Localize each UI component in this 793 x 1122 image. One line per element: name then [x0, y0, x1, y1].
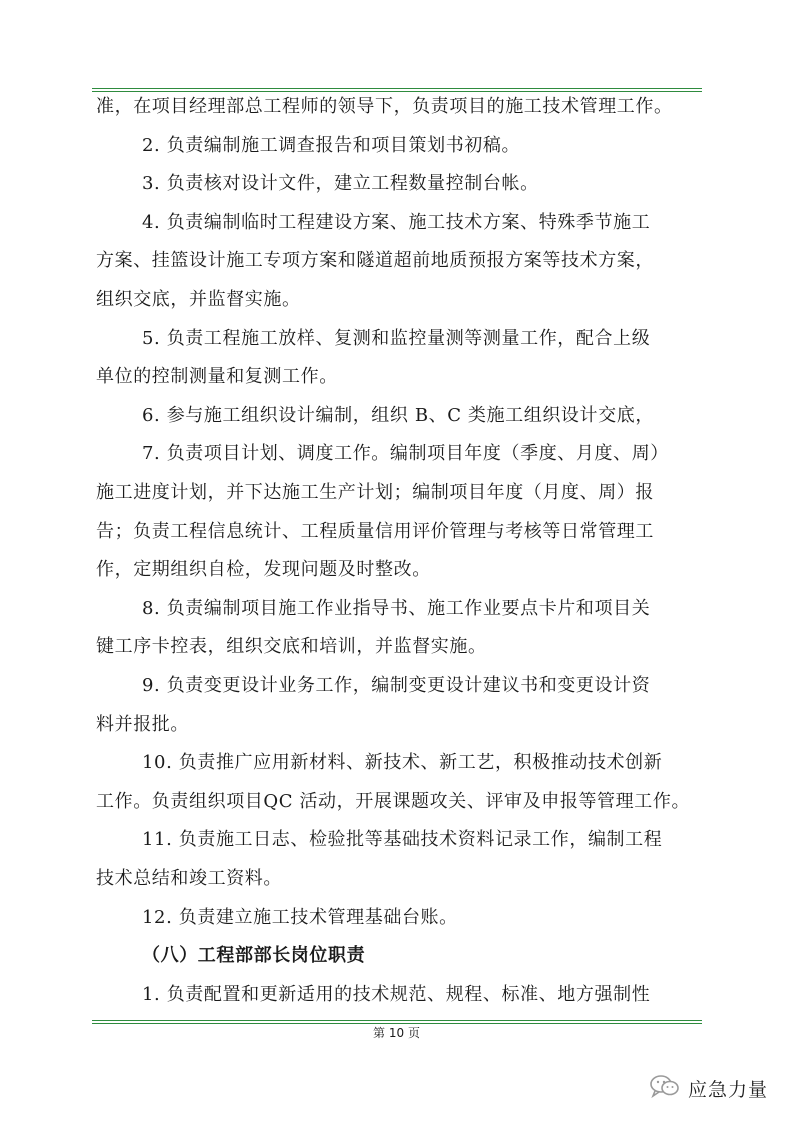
text-line: 键工序卡控表，组织交底和培训，并监督实施。	[96, 636, 487, 658]
text-line: 10. 负责推广应用新材料、新技术、新工艺，积极推动技术创新	[142, 752, 663, 774]
text-line: 9. 负责变更设计业务工作，编制变更设计建议书和变更设计资	[142, 675, 651, 696]
footer-rule-inner	[92, 1023, 702, 1024]
text-line: 单位的控制测量和复测工作。	[96, 366, 338, 388]
text-line: 告；负责工程信息统计、工程质量信用评价管理与考核等日常管理工	[96, 520, 654, 542]
text-line: 技术总结和竣工资料。	[96, 868, 282, 889]
text-line: 6. 参与施工组织设计编制，组织 B、C 类施工组织设计交底，	[142, 404, 654, 426]
text-line: 方案、挂篮设计施工专项方案和隧道超前地质预报方案等技术方案，	[96, 250, 654, 272]
text-line: 8. 负责编制项目施工作业指导书、施工作业要点卡片和项目关	[142, 597, 651, 619]
footer-rule	[92, 1020, 702, 1021]
text-line: 12. 负责建立施工技术管理基础台账。	[142, 906, 458, 928]
watermark	[648, 1070, 768, 1106]
text-line: 5. 负责工程施工放样、复测和监控量测等测量工作，配合上级	[142, 327, 651, 349]
text-line: 2. 负责编制施工调查报告和项目策划书初稿。	[142, 134, 521, 156]
page-number: 第 10 页	[373, 1026, 420, 1040]
text-line: 7. 负责项目计划、调度工作。编制项目年度（季度、月度、周）	[142, 443, 669, 465]
text-line: 作，定期组织自检，发现问题及时整改。	[96, 559, 431, 581]
section-heading: （八）工程部部长岗位职责	[142, 945, 366, 967]
watermark-text: 应急力量	[688, 1078, 769, 1101]
text-line: 11. 负责施工日志、检验批等基础技术资料记录工作，编制工程	[142, 829, 663, 851]
text-line: 料并报批。	[96, 713, 189, 735]
text-line: 3. 负责核对设计文件，建立工程数量控制台帐。	[142, 173, 539, 195]
text-line: 施工进度计划，并下达施工生产计划；编制项目年度（月度、周）报	[96, 482, 654, 503]
text-line: 工作。负责组织项目QC 活动，开展课题攻关、评审及申报等管理工作。	[96, 790, 691, 812]
header-rule	[92, 88, 702, 89]
text-line: 组织交底，并监督实施。	[96, 289, 301, 310]
text-line: 1. 负责配置和更新适用的技术规范、规程、标准、地方强制性	[142, 983, 651, 1005]
text-line: 准，在项目经理部总工程师的领导下，负责项目的施工技术管理工作。	[96, 96, 673, 117]
text-line: 4. 负责编制临时工程建设方案、施工技术方案、特殊季节施工	[142, 211, 651, 233]
wechat-icon	[648, 1072, 682, 1104]
